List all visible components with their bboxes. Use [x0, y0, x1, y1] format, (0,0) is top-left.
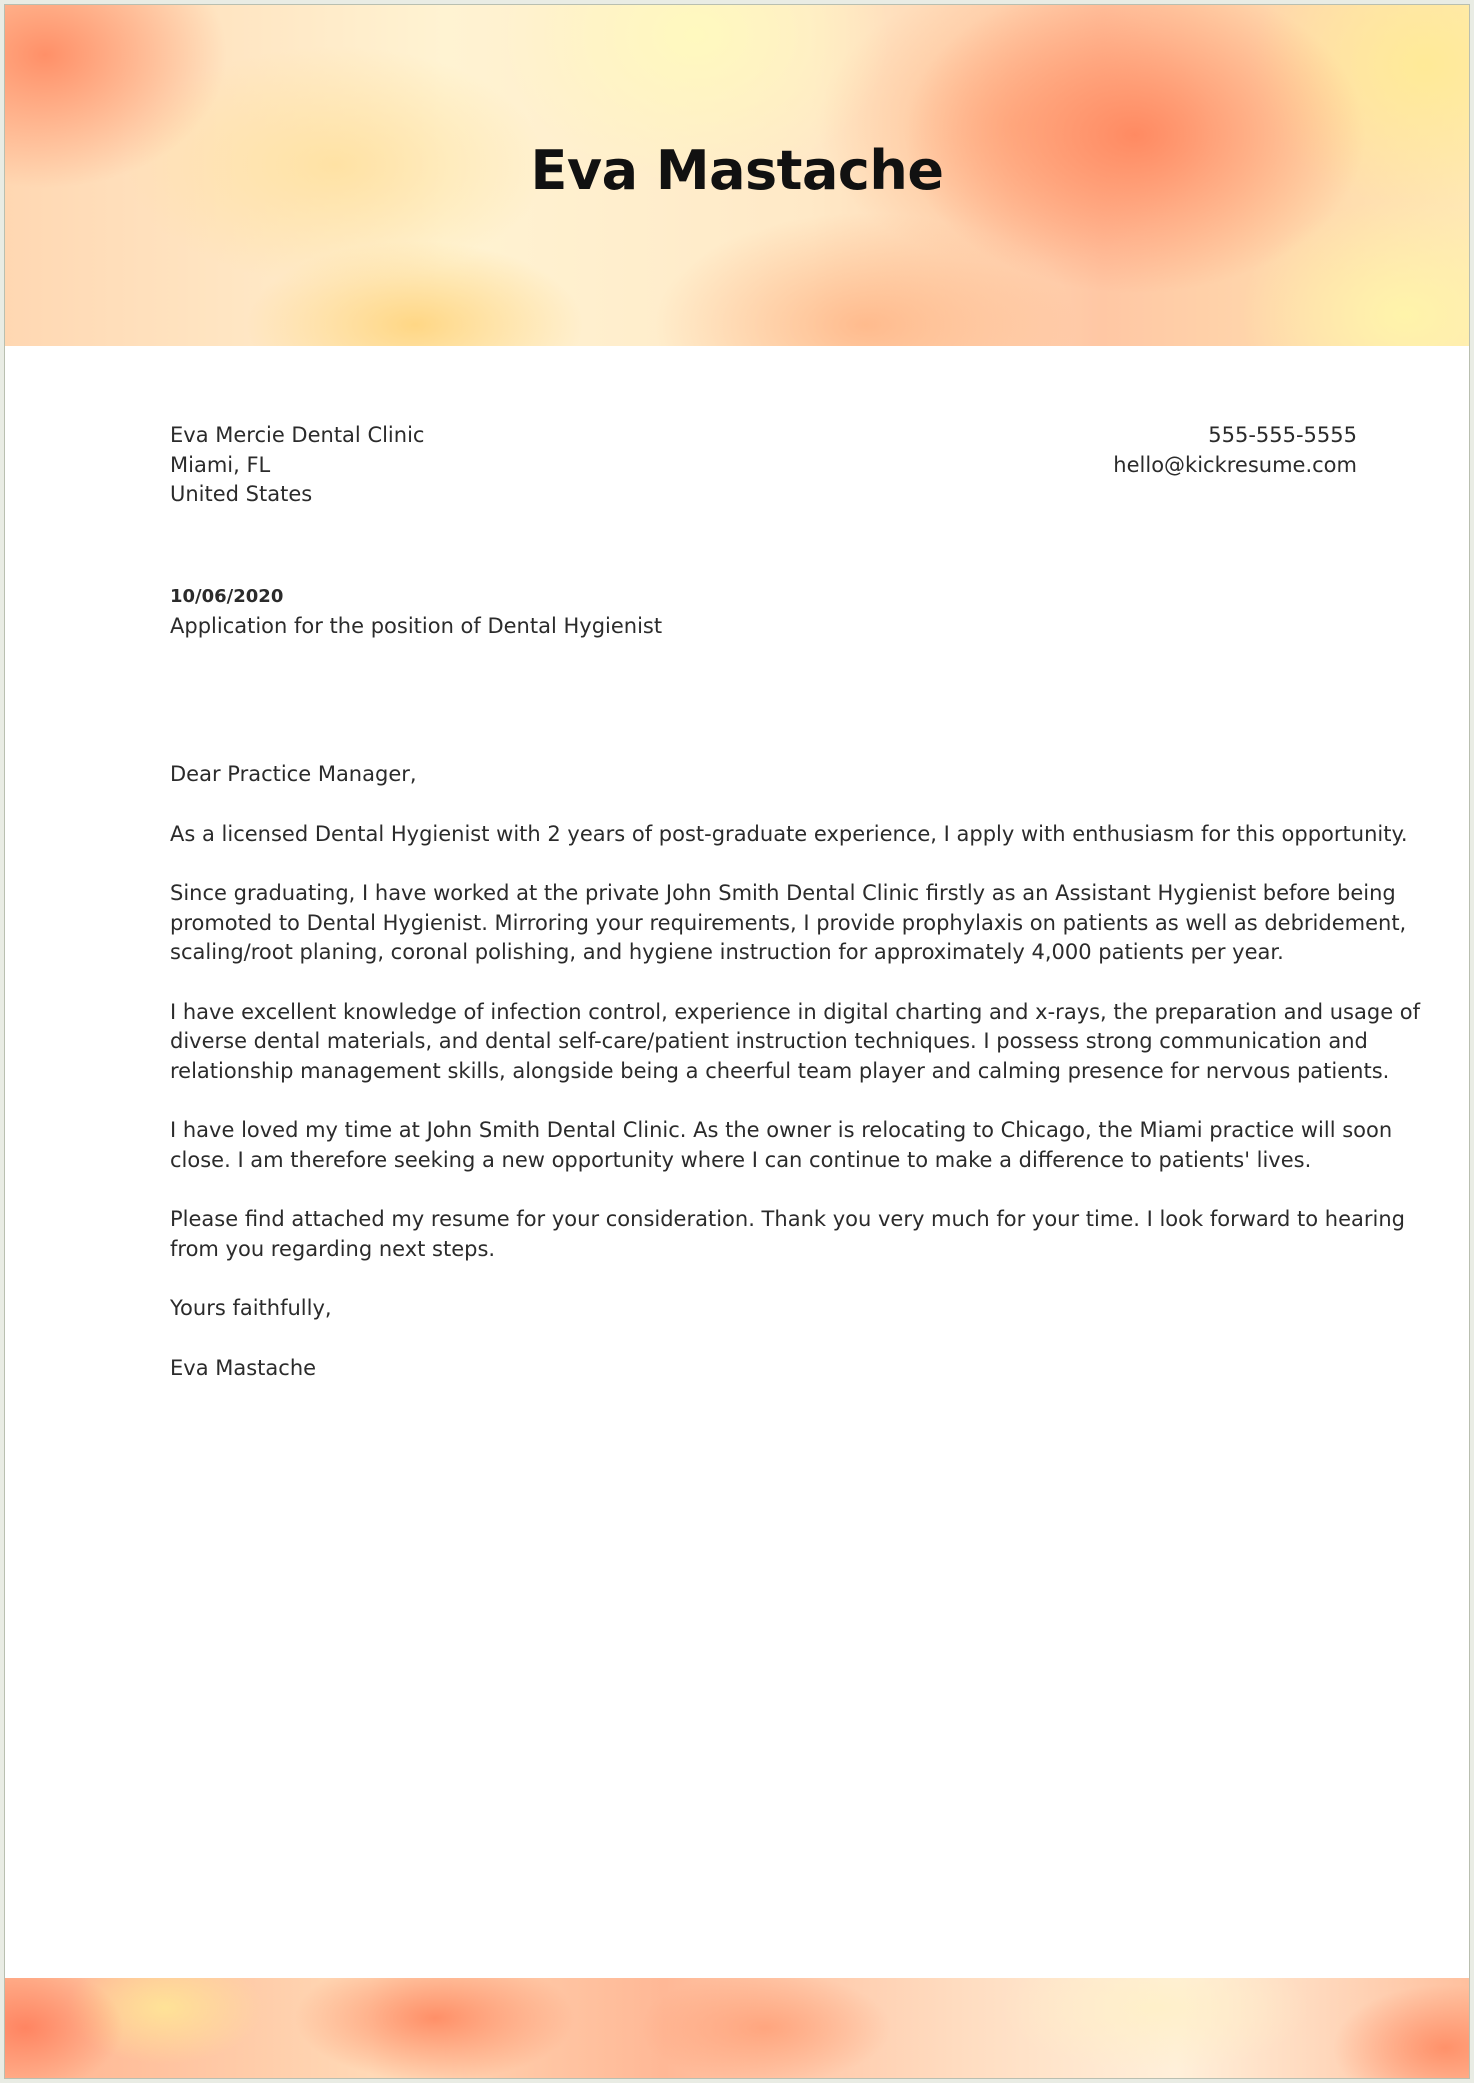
letter-date: 10/06/2020: [170, 586, 284, 607]
footer-banner: [5, 1978, 1469, 2078]
paragraph-line: diverse dental materials, and dental self-care/patient instruction techniques. I possess strong communication and: [170, 1029, 1368, 1053]
paragraph-line: I have excellent knowledge of infection control, experience in digital charting and x-rays, the preparation and usage of: [170, 999, 1421, 1024]
paragraph-line: close. I am therefore seeking a new opportunity where I can continue to make a difference to patients' lives.: [170, 1147, 1312, 1172]
paragraph-line: Since graduating, I have worked at the private John Smith Dental Clinic firstly as an Assistant Hygienist before being: [170, 881, 1396, 905]
author-name: Eva Mastache: [530, 139, 944, 202]
greeting: Dear Practice Manager,: [170, 762, 417, 786]
contact-info: [957, 421, 1357, 480]
header-banner: [5, 5, 1469, 346]
body-paragraph: [170, 1205, 1405, 1264]
paragraph-line: As a licensed Dental Hygienist with 2 years of post-graduate experience, I apply with enthusiasm for this opportunity.: [170, 821, 1408, 846]
recipient-address: [170, 421, 570, 510]
paragraph-line: I have loved my time at John Smith Dental Clinic. As the owner is relocating to Chicago, the Miami practice will soon: [170, 1118, 1393, 1142]
paragraph-line: promoted to Dental Hygienist. Mirroring your requirements, I provide prophylaxis on patients as well as debridement,: [170, 910, 1407, 935]
paragraph-line: scaling/root planing, coronal polishing, and hygiene instruction for approximately 4,000 patients per year.: [170, 940, 1284, 964]
letter-page: [4, 4, 1470, 2079]
recipient-line: Eva Mercie Dental Clinic: [170, 423, 425, 447]
body-paragraph: [170, 998, 1421, 1087]
paragraph-line: from you regarding next steps.: [170, 1236, 496, 1261]
paragraph-line: relationship management skills, alongside being a cheerful team player and calming presence for nervous patients.: [170, 1058, 1390, 1083]
phone-number: 555-555-5555: [1208, 423, 1357, 447]
body-paragraph: [170, 879, 1407, 968]
letter-subject: Application for the position of Dental Hygienist: [170, 614, 663, 638]
body-paragraph: [170, 820, 1408, 850]
recipient-line: United States: [170, 482, 313, 506]
signature: Eva Mastache: [170, 1355, 317, 1380]
closing: Yours faithfully,: [170, 1296, 332, 1320]
email-address: hello@kickresume.com: [1113, 452, 1357, 477]
body-paragraph: [170, 1116, 1393, 1175]
letter-body: [170, 760, 1421, 1413]
recipient-line: Miami, FL: [170, 452, 271, 477]
paragraph-line: Please find attached my resume for your consideration. Thank you very much for your time. I look forward to hearing: [170, 1207, 1405, 1231]
